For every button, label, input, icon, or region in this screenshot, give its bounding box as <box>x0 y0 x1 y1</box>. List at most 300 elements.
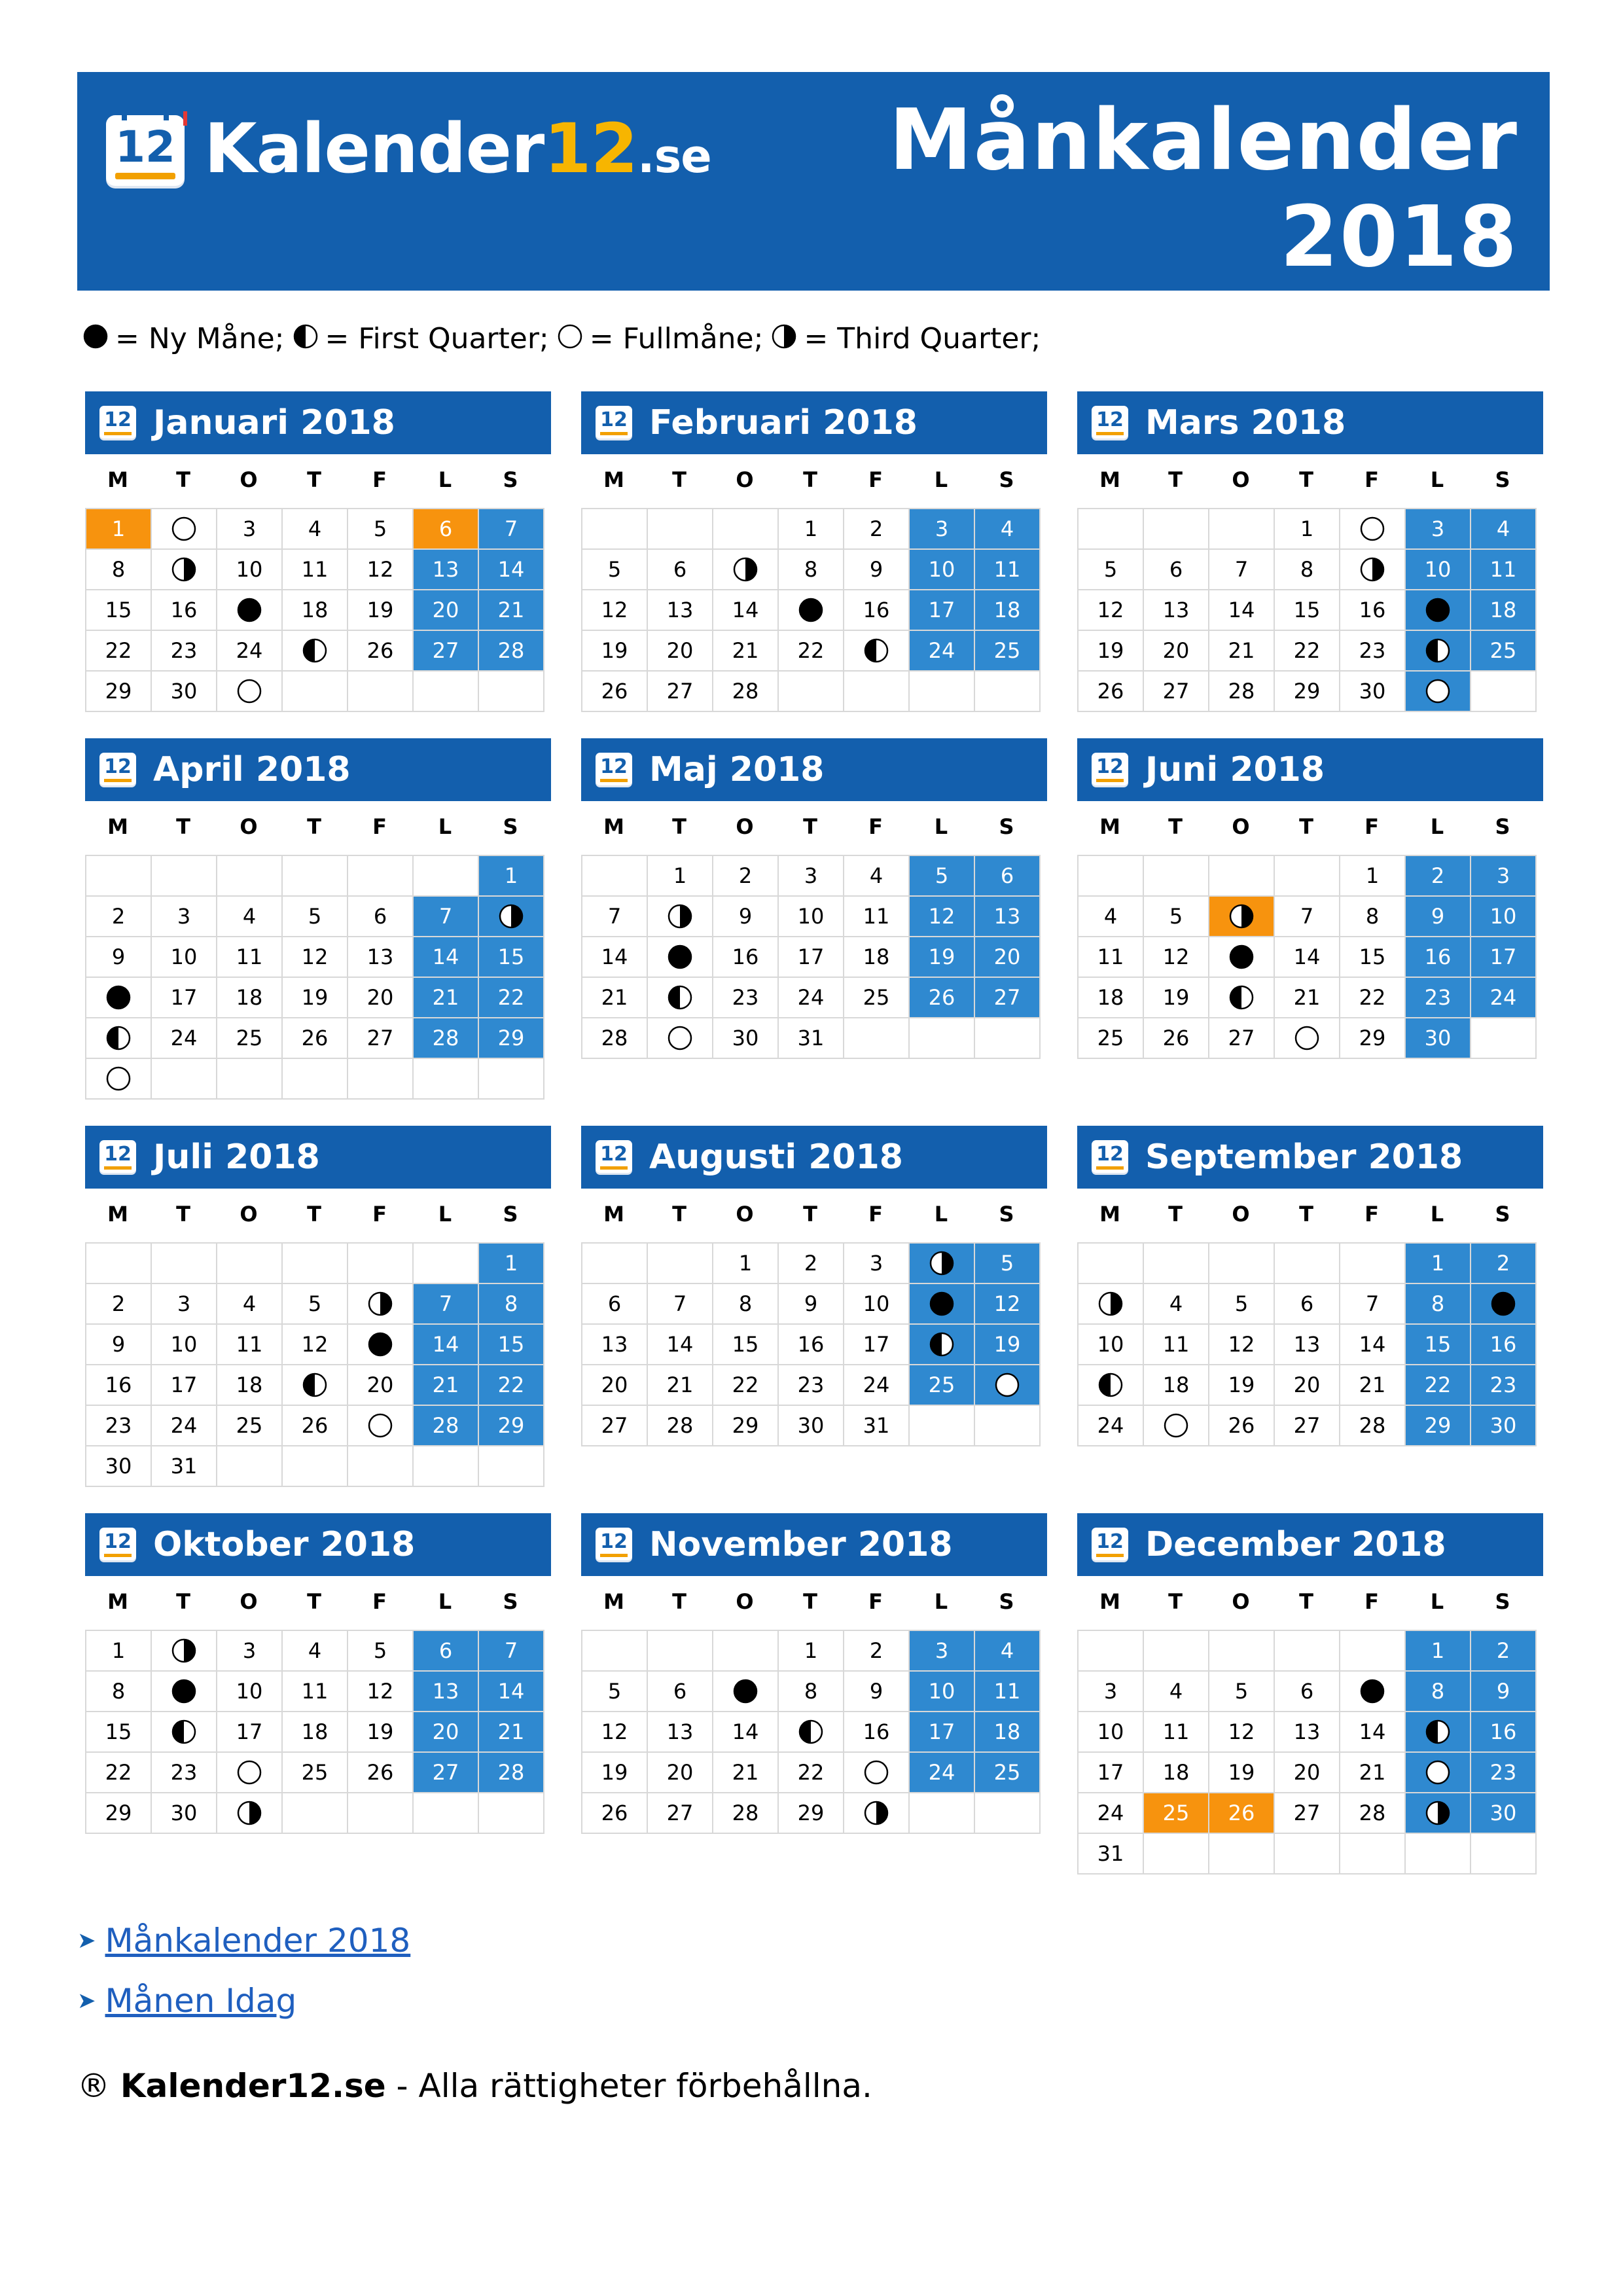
day-number: 1 <box>504 863 518 888</box>
day-grid <box>581 1242 1041 1446</box>
empty-cell <box>217 856 283 897</box>
day-cell <box>283 1672 348 1712</box>
day-number: 18 <box>301 598 329 622</box>
day-cell <box>779 509 844 550</box>
day-cell <box>1275 1325 1340 1365</box>
calendar-icon <box>99 406 136 439</box>
month-header <box>581 1126 1047 1189</box>
empty-cell <box>217 1244 283 1284</box>
third-quarter-day <box>217 1793 283 1834</box>
day-number: 3 <box>804 863 818 888</box>
day-cell <box>713 1244 779 1284</box>
day-number: 10 <box>1097 1719 1124 1744</box>
day-cell <box>1340 1325 1406 1365</box>
day-number: 6 <box>438 1638 453 1663</box>
day-number: 16 <box>797 1332 825 1357</box>
month-title: December 2018 <box>1145 1525 1446 1564</box>
day-number: 9 <box>804 1291 818 1316</box>
weekday-label: S <box>1495 467 1510 492</box>
day-cell <box>1144 631 1209 672</box>
day-number: 21 <box>1293 985 1321 1010</box>
full-moon-icon <box>557 323 583 350</box>
day-number: 29 <box>797 1801 825 1825</box>
day-cell <box>844 1631 910 1672</box>
day-number: 26 <box>601 1801 628 1825</box>
day-number: 15 <box>105 598 132 622</box>
day-cell <box>152 1018 217 1059</box>
empty-cell <box>479 1446 544 1487</box>
weekday-label: T <box>1168 814 1183 839</box>
day-number: 21 <box>432 985 459 1010</box>
day-number: 14 <box>1359 1719 1386 1744</box>
day-number: 23 <box>1489 1372 1517 1397</box>
weekday-label: T <box>672 467 687 492</box>
day-number: 8 <box>1431 1291 1445 1316</box>
day-cell <box>1340 856 1406 897</box>
day-cell <box>1471 856 1537 897</box>
day-number: 28 <box>732 1801 759 1825</box>
weekday-label: T <box>176 1589 190 1614</box>
weekday-label: S <box>999 1202 1014 1227</box>
day-cell <box>86 1446 152 1487</box>
day-cell <box>86 590 152 631</box>
day-number: 1 <box>111 1638 126 1663</box>
full-moon-icon <box>171 516 197 542</box>
weekday-label: T <box>1168 467 1183 492</box>
day-number: 19 <box>1097 638 1124 663</box>
empty-cell <box>414 672 479 712</box>
empty-cell <box>479 1059 544 1100</box>
day-cell <box>975 1244 1041 1284</box>
empty-cell <box>1340 1631 1406 1672</box>
day-number: 14 <box>432 944 459 969</box>
day-number: 8 <box>1431 1679 1445 1704</box>
day-number: 5 <box>607 1679 622 1704</box>
third-quarter-icon <box>863 1800 889 1826</box>
day-cell <box>479 1365 544 1406</box>
new-moon-icon <box>171 1678 197 1704</box>
day-cell <box>1144 1753 1209 1793</box>
day-cell <box>648 1365 713 1406</box>
first-quarter-icon <box>171 1719 197 1745</box>
empty-cell <box>713 1631 779 1672</box>
day-number: 20 <box>1293 1760 1321 1785</box>
first-quarter-day <box>283 631 348 672</box>
full-moon-icon <box>994 1372 1020 1398</box>
weekday-header-row <box>1077 1202 1543 1230</box>
new-moon-icon <box>1228 944 1255 970</box>
day-cell <box>910 1753 975 1793</box>
empty-cell <box>414 1793 479 1834</box>
day-cell <box>1275 590 1340 631</box>
day-number: 7 <box>438 1291 453 1316</box>
day-number: 19 <box>601 1760 628 1785</box>
copyright-line <box>77 2067 872 2105</box>
day-number: 8 <box>804 1679 818 1704</box>
new-moon-icon <box>105 984 132 1011</box>
first-quarter-icon <box>105 1025 132 1051</box>
day-number: 10 <box>797 904 825 929</box>
weekday-label: O <box>240 1202 258 1227</box>
day-cell <box>217 1018 283 1059</box>
day-cell <box>217 1672 283 1712</box>
day-number: 2 <box>1431 863 1445 888</box>
day-number: 27 <box>432 1760 459 1785</box>
empty-cell <box>414 1244 479 1284</box>
day-number: 25 <box>863 985 890 1010</box>
day-number: 15 <box>1359 944 1386 969</box>
first-quarter-icon <box>929 1331 955 1357</box>
day-number: 1 <box>111 516 126 541</box>
month-header <box>1077 1513 1543 1576</box>
day-cell <box>844 1365 910 1406</box>
month-title: Juli 2018 <box>153 1138 320 1177</box>
footer-rights-text: - Alla rättigheter förbehållna. <box>385 2067 872 2105</box>
legend-label: = Third Quarter; <box>804 322 1041 355</box>
day-cell <box>1079 1406 1144 1446</box>
day-number: 25 <box>236 1413 263 1438</box>
day-cell <box>1144 672 1209 712</box>
day-number: 26 <box>301 1413 329 1438</box>
day-cell <box>217 1325 283 1365</box>
day-cell <box>1079 590 1144 631</box>
empty-cell <box>975 1018 1041 1059</box>
day-number: 10 <box>170 1332 198 1357</box>
day-cell <box>86 1672 152 1712</box>
day-cell <box>1275 672 1340 712</box>
calendar-icon-number: 12 <box>600 1530 628 1553</box>
weekday-label: T <box>176 814 190 839</box>
empty-cell <box>152 1244 217 1284</box>
day-number: 6 <box>673 1679 687 1704</box>
day-number: 9 <box>111 1332 126 1357</box>
empty-cell <box>1209 1834 1275 1874</box>
day-number: 24 <box>170 1413 198 1438</box>
empty-cell <box>1144 1631 1209 1672</box>
new-moon-day <box>1209 937 1275 978</box>
full-moon-day <box>348 1406 414 1446</box>
day-cell <box>348 1672 414 1712</box>
calendar-icon <box>99 1140 136 1173</box>
empty-cell <box>1209 1244 1275 1284</box>
full-moon-icon <box>1163 1412 1189 1439</box>
full-moon-day <box>975 1365 1041 1406</box>
empty-cell <box>582 1244 648 1284</box>
day-cell <box>1209 1793 1275 1834</box>
weekday-label: M <box>107 814 128 839</box>
day-number: 4 <box>1169 1291 1183 1316</box>
day-number: 4 <box>242 904 257 929</box>
day-number: 25 <box>1097 1026 1124 1050</box>
logo-suffix-text: .se <box>637 130 711 183</box>
day-number: 29 <box>732 1413 759 1438</box>
day-cell <box>844 1284 910 1325</box>
first-quarter-icon <box>863 637 889 664</box>
day-number: 20 <box>366 1372 394 1397</box>
day-cell <box>86 550 152 590</box>
weekday-label: O <box>736 814 754 839</box>
day-cell <box>1209 1365 1275 1406</box>
day-cell <box>1209 1284 1275 1325</box>
first-quarter-day <box>779 1712 844 1753</box>
day-number: 18 <box>301 1719 329 1744</box>
day-number: 16 <box>1424 944 1452 969</box>
day-number: 18 <box>1162 1372 1190 1397</box>
day-number: 29 <box>105 1801 132 1825</box>
day-number: 15 <box>732 1332 759 1357</box>
day-number: 28 <box>732 679 759 704</box>
empty-cell <box>910 1406 975 1446</box>
day-number: 28 <box>666 1413 694 1438</box>
day-cell <box>582 1325 648 1365</box>
day-cell <box>152 1325 217 1365</box>
month-title: Mars 2018 <box>1145 403 1346 442</box>
weekday-label: L <box>438 1202 452 1227</box>
calendar-icon-number: 12 <box>600 408 628 431</box>
page-title: Månkalender <box>889 92 1518 189</box>
empty-cell <box>479 1793 544 1834</box>
day-cell <box>844 978 910 1018</box>
day-cell <box>713 897 779 937</box>
month-title: April 2018 <box>153 750 351 789</box>
empty-cell <box>1275 1244 1340 1284</box>
day-cell <box>152 590 217 631</box>
day-cell <box>844 590 910 631</box>
day-grid <box>1077 1630 1537 1874</box>
empty-cell <box>1275 1631 1340 1672</box>
day-number: 26 <box>601 679 628 704</box>
empty-cell <box>1340 1834 1406 1874</box>
weekday-label: F <box>372 467 387 492</box>
day-cell <box>1340 1284 1406 1325</box>
day-number: 27 <box>366 1026 394 1050</box>
day-cell <box>582 1793 648 1834</box>
day-number: 7 <box>607 904 622 929</box>
weekday-label: L <box>1430 467 1444 492</box>
day-cell <box>1406 1631 1471 1672</box>
day-cell <box>217 631 283 672</box>
day-number: 30 <box>797 1413 825 1438</box>
day-cell <box>414 1406 479 1446</box>
full-moon-icon <box>1425 1759 1451 1785</box>
weekday-label: F <box>1364 1202 1379 1227</box>
month-header <box>85 391 551 454</box>
full-moon-day <box>1406 1753 1471 1793</box>
day-cell <box>1406 550 1471 590</box>
weekday-label: T <box>307 467 321 492</box>
link-label[interactable]: Månkalender 2018 <box>105 1922 411 1960</box>
weekday-label: T <box>803 814 817 839</box>
empty-cell <box>152 856 217 897</box>
day-cell <box>86 1365 152 1406</box>
day-cell <box>844 856 910 897</box>
day-cell <box>1209 550 1275 590</box>
full-moon-day <box>1406 672 1471 712</box>
first-quarter-day <box>1079 1365 1144 1406</box>
day-cell <box>910 1712 975 1753</box>
day-number: 4 <box>1103 904 1118 929</box>
day-cell <box>479 1712 544 1753</box>
month-block <box>1077 1513 1543 1874</box>
third-quarter-day <box>844 1793 910 1834</box>
day-number: 2 <box>1496 1251 1510 1276</box>
empty-cell <box>414 856 479 897</box>
month-block <box>581 738 1047 1059</box>
third-quarter-day <box>152 550 217 590</box>
full-moon-icon <box>105 1066 132 1092</box>
day-number: 13 <box>432 557 459 582</box>
weekday-label: T <box>1168 1589 1183 1614</box>
day-number: 26 <box>1097 679 1124 704</box>
day-number: 5 <box>1234 1679 1249 1704</box>
day-cell <box>283 590 348 631</box>
day-number: 24 <box>236 638 263 663</box>
third-quarter-day <box>910 1244 975 1284</box>
day-number: 22 <box>732 1372 759 1397</box>
empty-cell <box>1406 1834 1471 1874</box>
day-cell <box>1406 1325 1471 1365</box>
weekday-label: F <box>868 1589 883 1614</box>
day-cell <box>1275 1793 1340 1834</box>
third-quarter-day <box>713 550 779 590</box>
link-moon-calendar[interactable] <box>77 1918 410 1964</box>
day-cell <box>779 897 844 937</box>
day-number: 4 <box>1000 516 1014 541</box>
day-number: 1 <box>1431 1251 1445 1276</box>
day-number: 11 <box>236 944 263 969</box>
day-number: 11 <box>301 557 329 582</box>
month-block <box>85 1126 551 1487</box>
day-cell <box>844 509 910 550</box>
day-number: 6 <box>673 557 687 582</box>
day-cell <box>1079 1834 1144 1874</box>
third-quarter-icon <box>1425 1800 1451 1826</box>
third-quarter-icon <box>1097 1291 1124 1317</box>
weekday-label: L <box>934 467 948 492</box>
empty-cell <box>283 1793 348 1834</box>
day-number: 3 <box>869 1251 883 1276</box>
weekday-header-row <box>1077 1589 1543 1618</box>
day-number: 16 <box>863 1719 890 1744</box>
day-number: 14 <box>666 1332 694 1357</box>
day-cell <box>1471 631 1537 672</box>
weekday-header-row <box>85 467 551 496</box>
weekday-label: S <box>999 1589 1014 1614</box>
full-moon-icon <box>1425 678 1451 704</box>
empty-cell <box>1340 1244 1406 1284</box>
day-number: 27 <box>1162 679 1190 704</box>
day-number: 11 <box>1489 557 1517 582</box>
link-label[interactable]: Månen Idag <box>105 1982 297 2020</box>
new-moon-day <box>713 1672 779 1712</box>
first-quarter-icon <box>302 1372 328 1398</box>
calendar-icon <box>99 753 136 785</box>
new-moon-icon <box>1425 597 1451 623</box>
day-number: 16 <box>170 598 198 622</box>
day-number: 3 <box>242 516 257 541</box>
day-cell <box>1144 1365 1209 1406</box>
empty-cell <box>910 672 975 712</box>
empty-cell <box>1471 1018 1537 1059</box>
legend-label: = Ny Måne; <box>115 322 285 355</box>
weekday-label: T <box>1299 814 1313 839</box>
day-number: 20 <box>993 944 1021 969</box>
day-cell <box>217 1406 283 1446</box>
day-number: 22 <box>797 1760 825 1785</box>
first-quarter-icon <box>667 984 693 1011</box>
day-cell <box>713 1365 779 1406</box>
day-cell <box>779 937 844 978</box>
weekday-label: O <box>1232 1589 1250 1614</box>
day-number: 25 <box>928 1372 955 1397</box>
day-cell <box>1144 1712 1209 1753</box>
month-block <box>1077 391 1543 712</box>
day-number: 4 <box>308 1638 322 1663</box>
day-cell <box>910 631 975 672</box>
weekday-header-row <box>85 814 551 843</box>
day-number: 24 <box>928 1760 955 1785</box>
weekday-label: S <box>503 814 518 839</box>
day-number: 9 <box>1496 1679 1510 1704</box>
day-cell <box>479 631 544 672</box>
calendar-icon <box>99 1528 136 1560</box>
day-cell <box>1471 1793 1537 1834</box>
weekday-label: S <box>1495 814 1510 839</box>
day-number: 2 <box>738 863 753 888</box>
day-number: 12 <box>1228 1332 1255 1357</box>
empty-cell <box>283 672 348 712</box>
day-cell <box>479 937 544 978</box>
day-number: 10 <box>1424 557 1452 582</box>
weekday-header-row <box>581 1202 1047 1230</box>
new-moon-day <box>86 978 152 1018</box>
day-number: 14 <box>732 1719 759 1744</box>
day-cell <box>779 1631 844 1672</box>
day-number: 18 <box>236 985 263 1010</box>
day-cell <box>1209 590 1275 631</box>
day-cell <box>217 1284 283 1325</box>
empty-cell <box>283 1244 348 1284</box>
empty-cell <box>844 672 910 712</box>
day-cell <box>283 897 348 937</box>
day-cell <box>86 1631 152 1672</box>
day-number: 19 <box>366 598 394 622</box>
day-cell <box>779 631 844 672</box>
day-number: 9 <box>738 904 753 929</box>
day-cell <box>348 1753 414 1793</box>
day-number: 17 <box>1097 1760 1124 1785</box>
link-moon-today[interactable] <box>77 1978 410 2024</box>
day-number: 27 <box>601 1413 628 1438</box>
day-cell <box>975 937 1041 978</box>
day-cell <box>1471 1325 1537 1365</box>
day-cell <box>910 1365 975 1406</box>
day-cell <box>713 1712 779 1753</box>
day-cell <box>1340 897 1406 937</box>
third-quarter-day <box>648 897 713 937</box>
day-number: 22 <box>1424 1372 1452 1397</box>
day-cell <box>713 1018 779 1059</box>
full-moon-icon <box>367 1412 393 1439</box>
day-number: 15 <box>497 1332 525 1357</box>
day-number: 13 <box>666 1719 694 1744</box>
day-number: 19 <box>1228 1372 1255 1397</box>
day-number: 3 <box>1103 1679 1118 1704</box>
day-cell <box>414 1018 479 1059</box>
day-number: 5 <box>935 863 949 888</box>
weekday-label: F <box>1364 467 1379 492</box>
day-number: 18 <box>1489 598 1517 622</box>
